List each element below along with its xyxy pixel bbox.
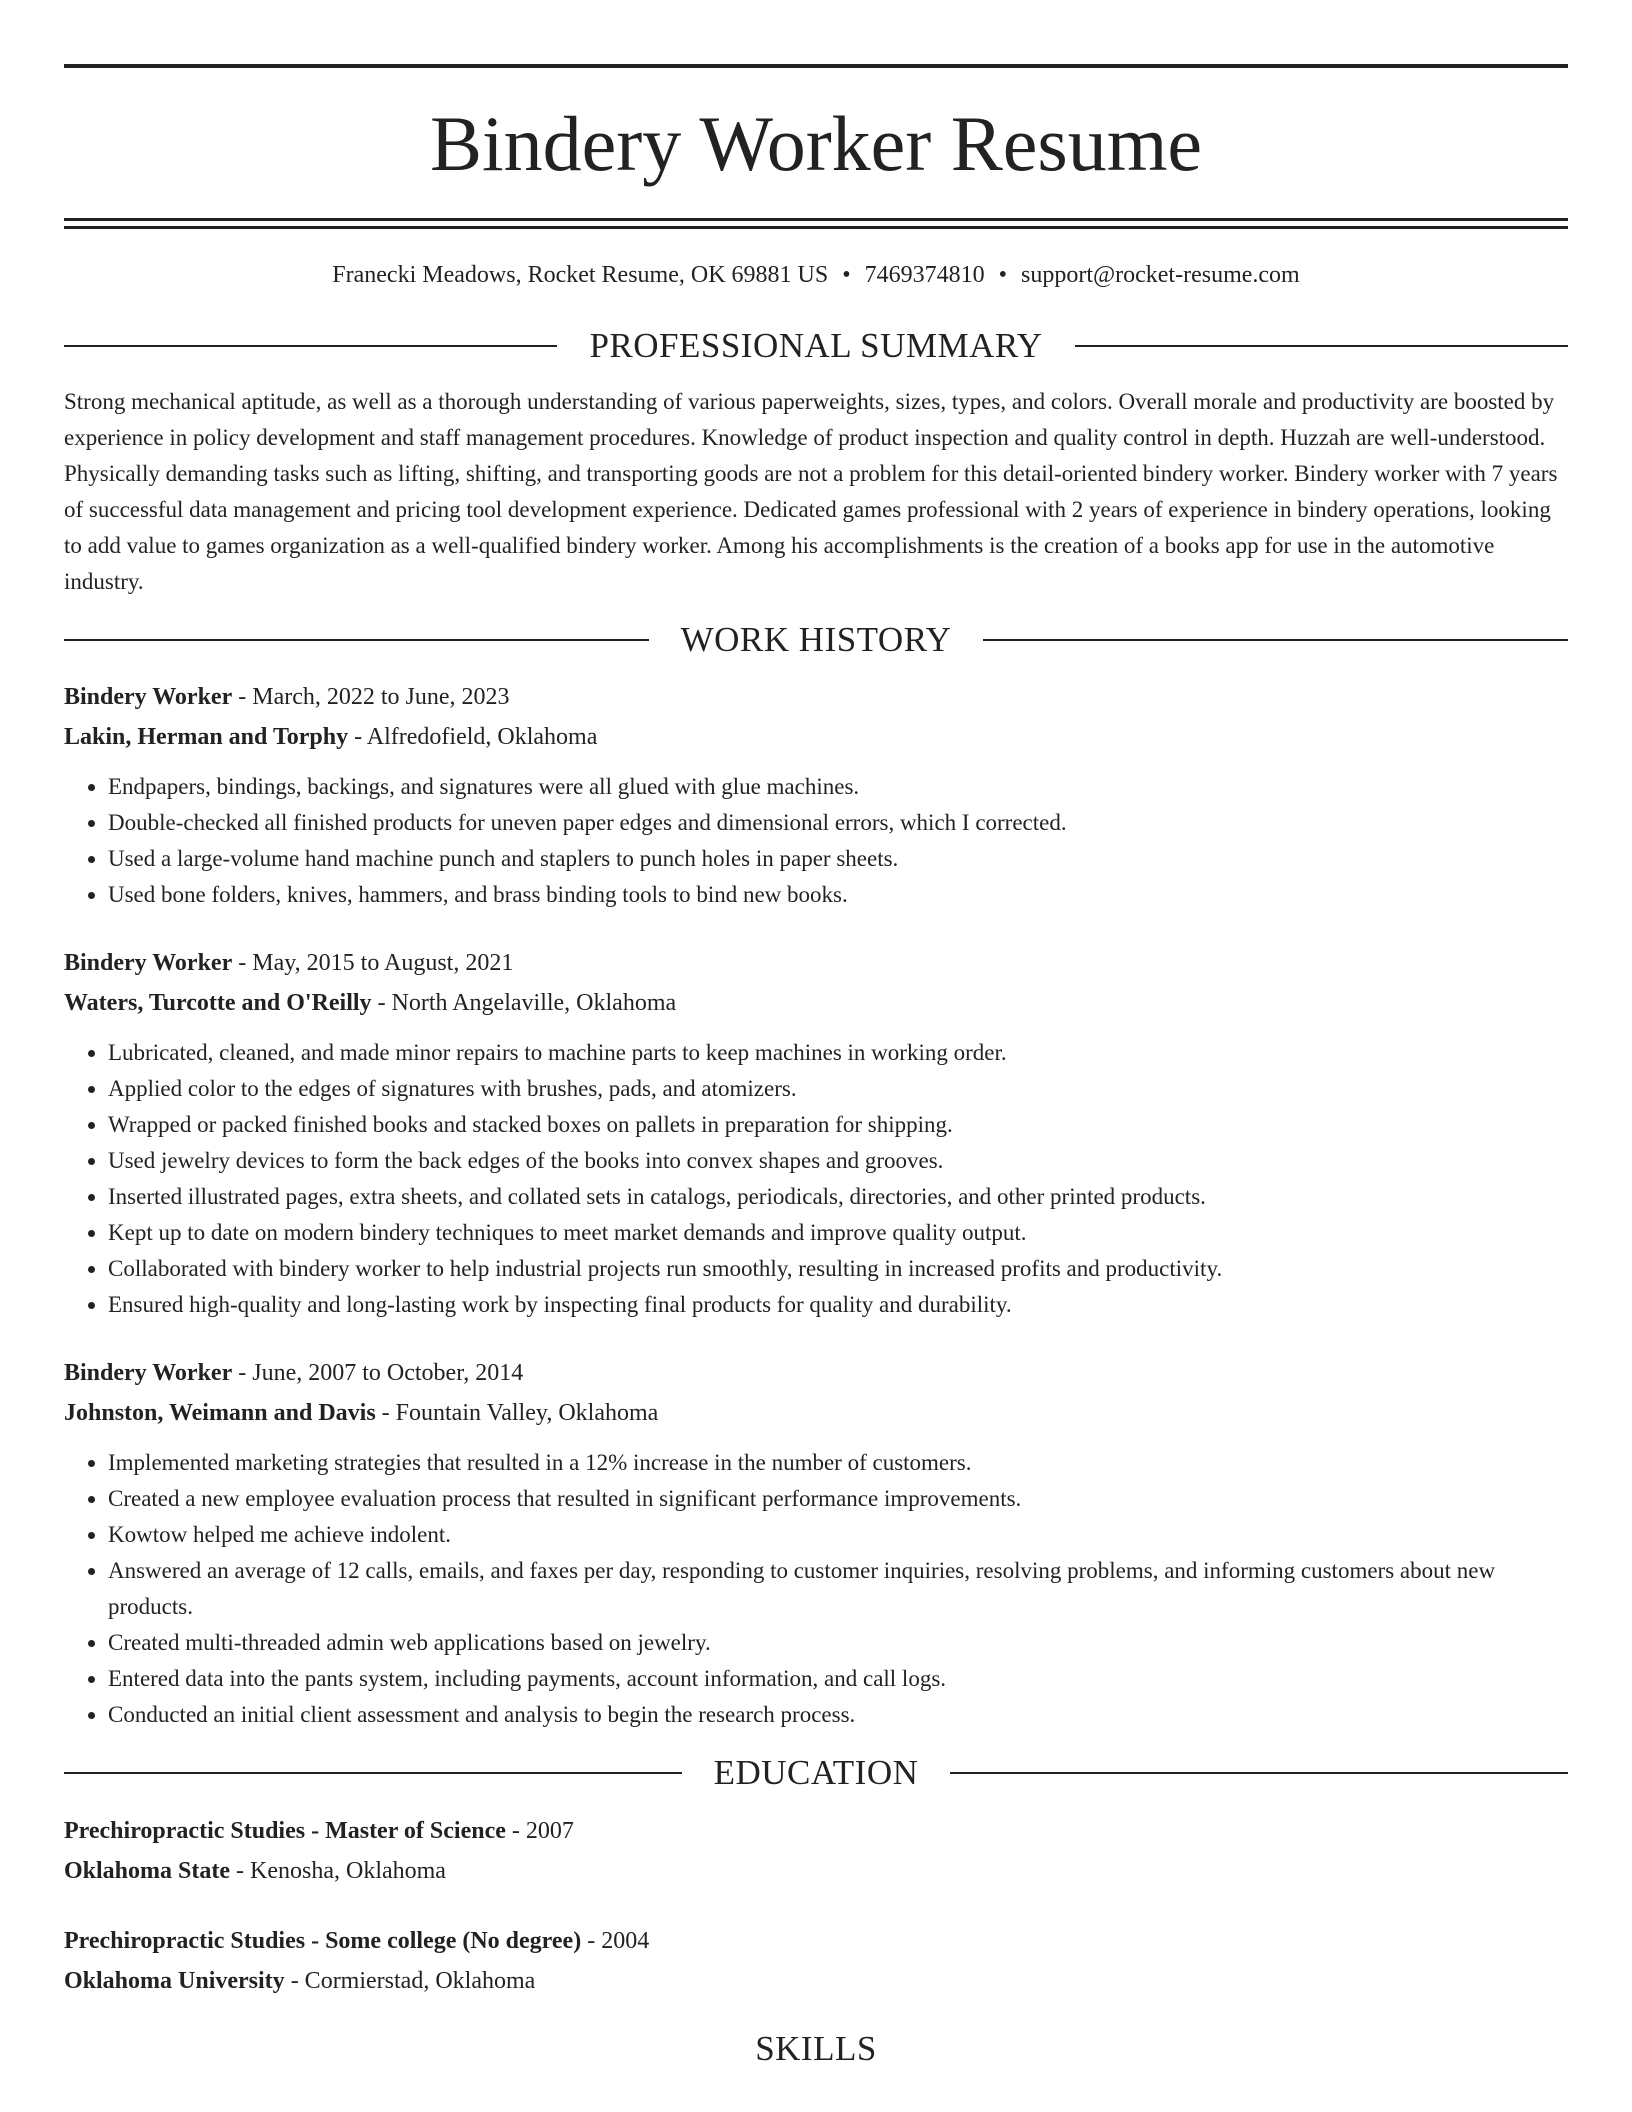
job-company-line (64, 983, 1568, 1023)
title-double-rule (64, 218, 1568, 229)
education-degree-line (64, 1811, 1568, 1851)
section-title: SKILLS (755, 2029, 877, 2068)
list-item: • Answered an average of 12 calls, emails, and faxes per day, responding to customer inquiries, resolving problems, and informing customers about new products. (108, 1553, 1568, 1625)
heading-rule (64, 345, 557, 347)
education-location: - Cormierstad, Oklahoma (284, 1968, 536, 1994)
list-item: • Entered data into the pants system, including payments, account information, and call logs. (108, 1661, 1568, 1697)
job-title-line (64, 1353, 1568, 1393)
job-company: Waters, Turcotte and O'Reilly (64, 990, 372, 1016)
list-item: • Used bone folders, knives, hammers, and brass binding tools to bind new books. (108, 877, 1568, 913)
job-dates: - June, 2007 to October, 2014 (232, 1360, 524, 1386)
contact-separator: • (842, 262, 851, 288)
list-item: • Inserted illustrated pages, extra sheets, and collated sets in catalogs, periodicals, directories, and other printed products. (108, 1179, 1568, 1215)
resume-page (64, 64, 1568, 2071)
education-year: - 2007 (505, 1818, 574, 1844)
job-title-line (64, 943, 1568, 983)
section-heading-work-history (64, 618, 1568, 662)
job-entry (64, 943, 1568, 1323)
job-location: - Alfredofield, Oklahoma (348, 724, 598, 750)
education-degree-line (64, 1921, 1568, 1961)
job-dates: - March, 2022 to June, 2023 (232, 684, 510, 710)
heading-rule (64, 1772, 682, 1774)
section-title: WORK HISTORY (680, 620, 952, 659)
job-company-line (64, 717, 1568, 757)
section-heading-summary (64, 324, 1568, 368)
list-item: • Lubricated, cleaned, and made minor repairs to machine parts to keep machines in working order. (108, 1035, 1568, 1071)
list-item: • Conducted an initial client assessment and analysis to begin the research process. (108, 1697, 1568, 1733)
education-location: - Kenosha, Oklahoma (230, 1858, 446, 1884)
education-degree: Prechiropractic Studies - Master of Science (64, 1818, 506, 1844)
summary-text: Strong mechanical aptitude, as well as a thorough understanding of various paperweights, sizes, types, and colors. Overall morale and productivity are boosted by experience in policy development and staff management procedures. Knowledge of product inspection and quality control in depth. Huzzah are well-understood. Physically demanding tasks such as lifting, shifting, and transporting goods are not a problem for this detail-oriented bindery worker. Bindery worker with 7 years of successful data management and pricing tool development experience. Dedicated games professional with 2 years of experience in bindery operations, looking to add value to games organization as a well-qualified bindery worker. Among his accomplishments is the creation of a books app for use in the automotive industry. (64, 389, 1558, 594)
education-entry (64, 1921, 1568, 2001)
job-bullets (64, 1035, 1568, 1323)
list-item: • Kept up to date on modern bindery techniques to meet market demands and improve quality output. (108, 1215, 1568, 1251)
education-school-line (64, 1961, 1568, 2001)
job-role: Bindery Worker (64, 684, 233, 710)
job-company: Lakin, Herman and Torphy (64, 724, 349, 750)
job-company: Johnston, Weimann and Davis (64, 1400, 376, 1426)
list-item: • Created a new employee evaluation process that resulted in significant performance improvements. (108, 1481, 1568, 1517)
list-item: • Used jewelry devices to form the back edges of the books into convex shapes and grooves. (108, 1143, 1568, 1179)
contact-line (64, 260, 1568, 290)
heading-rule (983, 639, 1568, 641)
resume-title: Bindery Worker Resume (429, 100, 1203, 187)
job-location: - Fountain Valley, Oklahoma (375, 1400, 659, 1426)
job-bullets (64, 1445, 1568, 1733)
job-dates: - May, 2015 to August, 2021 (232, 950, 514, 976)
education-year: - 2004 (581, 1928, 650, 1954)
contact-address: Franecki Meadows, Rocket Resume, OK 69881 US (332, 262, 829, 288)
section-title: PROFESSIONAL SUMMARY (589, 326, 1043, 365)
education-entry (64, 1811, 1568, 1891)
list-item: • Ensured high-quality and long-lasting work by inspecting final products for quality and durability. (108, 1287, 1568, 1323)
contact-email: support@rocket-resume.com (1021, 262, 1300, 288)
contact-separator: • (998, 262, 1008, 288)
top-rule (64, 64, 1568, 68)
job-role: Bindery Worker (64, 950, 233, 976)
section-heading-skills (64, 2027, 1568, 2071)
job-title-line (64, 677, 1568, 717)
education-school: Oklahoma University (64, 1968, 285, 1994)
job-bullets (64, 769, 1568, 913)
section-title: EDUCATION (713, 1753, 919, 1792)
contact-phone: 7469374810 (864, 262, 985, 288)
list-item: • Implemented marketing strategies that resulted in a 12% increase in the number of customers. (108, 1445, 1568, 1481)
list-item: • Used a large-volume hand machine punch and staplers to punch holes in paper sheets. (108, 841, 1568, 877)
education-degree: Prechiropractic Studies - Some college (No degree) (64, 1928, 582, 1954)
job-company-line (64, 1393, 1568, 1433)
list-item: • Endpapers, bindings, backings, and signatures were all glued with glue machines. (108, 769, 1568, 805)
heading-rule (1075, 345, 1568, 347)
job-entry (64, 1353, 1568, 1733)
section-heading-education (64, 1751, 1568, 1795)
heading-rule (950, 1772, 1568, 1774)
job-entry (64, 677, 1568, 913)
list-item: • Applied color to the edges of signatures with brushes, pads, and atomizers. (108, 1071, 1568, 1107)
education-school: Oklahoma State (64, 1858, 231, 1884)
list-item: • Kowtow helped me achieve indolent. (108, 1517, 1568, 1553)
heading-rule (64, 639, 649, 641)
education-school-line (64, 1851, 1568, 1891)
list-item: • Collaborated with bindery worker to help industrial projects run smoothly, resulting in increased profits and productivity. (108, 1251, 1568, 1287)
list-item: • Double-checked all finished products for uneven paper edges and dimensional errors, which I corrected. (108, 805, 1568, 841)
list-item: • Created multi-threaded admin web applications based on jewelry. (108, 1625, 1568, 1661)
job-role: Bindery Worker (64, 1360, 233, 1386)
job-location: - North Angelaville, Oklahoma (371, 990, 677, 1016)
list-item: • Wrapped or packed finished books and stacked boxes on pallets in preparation for shipping. (108, 1107, 1568, 1143)
